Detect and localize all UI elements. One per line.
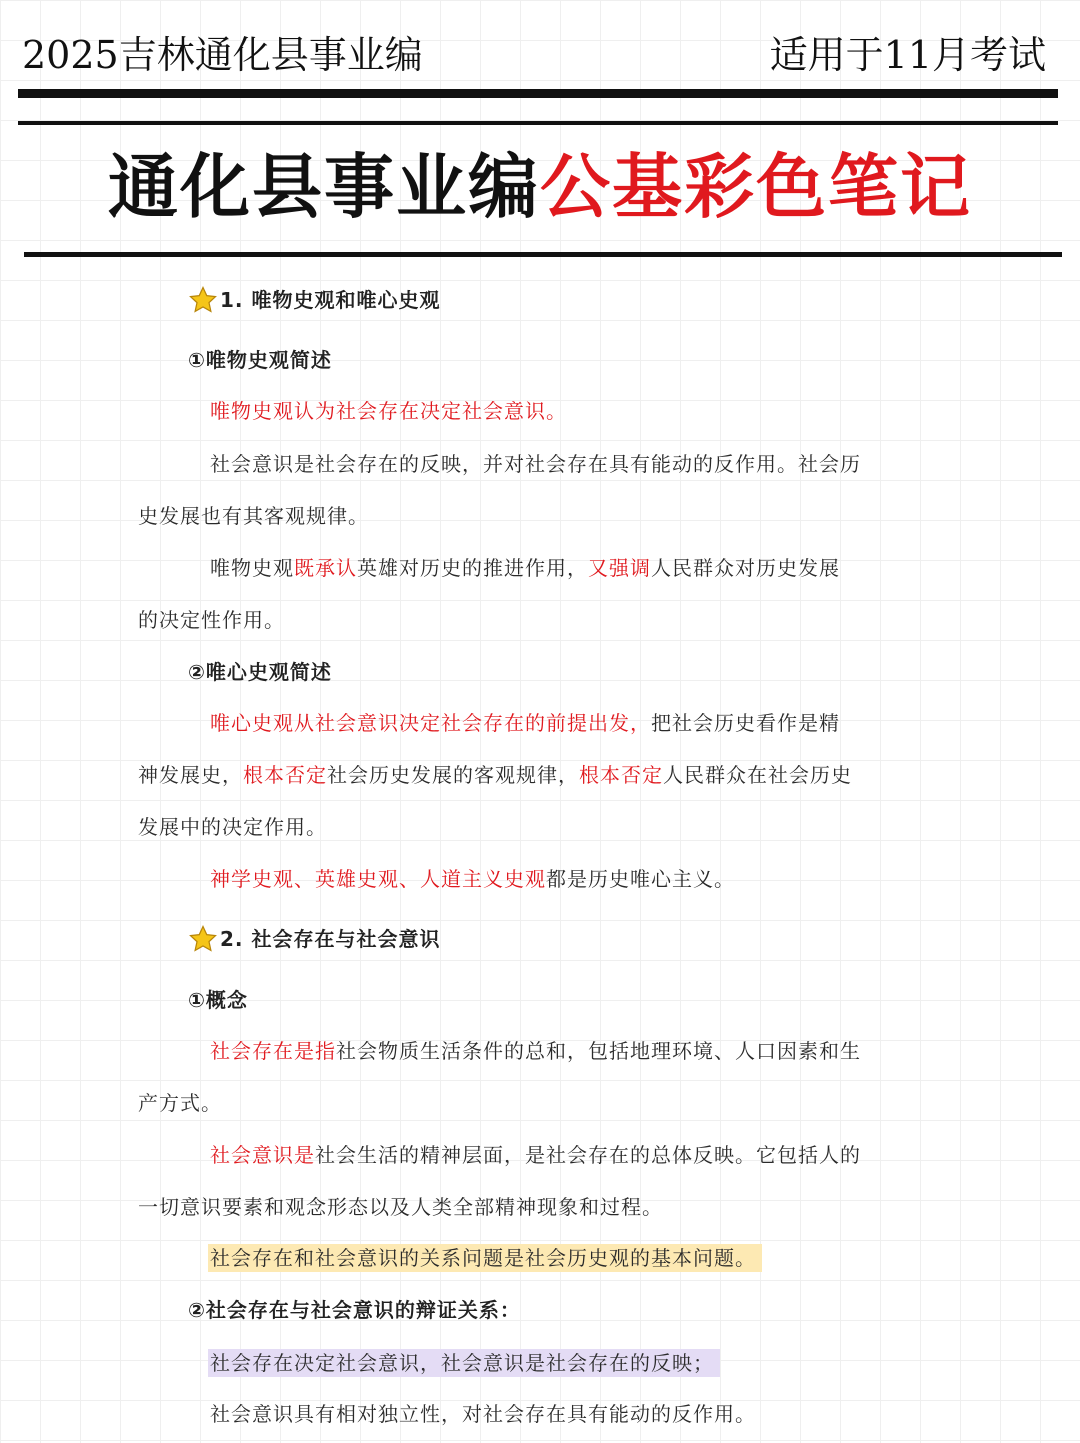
text-span-red: 社会存在是指 <box>210 1039 336 1063</box>
section-1-p1: 唯物史观认为社会存在决定社会意识。 <box>210 399 567 423</box>
star-icon <box>188 924 218 954</box>
section-1-heading-text: 1. 唯物史观和唯心史观 <box>220 288 441 312</box>
section-2-p3 <box>208 1244 762 1272</box>
text-span-red: 神学史观、英雄史观、人道主义史观 <box>210 867 546 891</box>
text-span-red: 根本否定 <box>579 763 663 787</box>
text-span: 唯物史观 <box>210 556 294 580</box>
text-span: 社会生活的精神层面，是社会存在的总体反映。它包括人的 <box>315 1143 861 1167</box>
title-red-part: 公基彩色笔记 <box>540 145 972 228</box>
section-1-p4-line2 <box>138 761 852 789</box>
text-span: 英雄对历史的推进作用， <box>357 556 588 580</box>
section-2-p5: 社会意识具有相对独立性，对社会存在具有能动的反作用。 <box>210 1402 756 1426</box>
header-right-note: 适用于11月考试 <box>769 33 1046 77</box>
text-span-red: 又强调 <box>588 556 651 580</box>
section-2-p1-line2: 产方式。 <box>138 1091 222 1115</box>
section-1-p5 <box>210 865 735 893</box>
divider-bottom <box>24 252 1062 257</box>
section-1-sub2: ②唯心史观简述 <box>188 660 332 684</box>
highlight-yellow: 社会存在和社会意识的关系问题是社会历史观的基本问题。 <box>208 1244 762 1272</box>
title-black-part: 通化县事业编 <box>108 145 540 228</box>
section-1-p3-line1 <box>210 554 840 582</box>
text-span-red: 社会意识是 <box>210 1143 315 1167</box>
section-2-p4 <box>208 1349 720 1377</box>
section-1-p3-line2: 的决定性作用。 <box>138 608 285 632</box>
text-span: 社会历史发展的客观规律， <box>327 763 579 787</box>
section-1-sub1: ①唯物史观简述 <box>188 348 332 372</box>
star-icon <box>188 285 218 315</box>
divider-thin <box>18 121 1058 125</box>
text-span: 把社会历史看作是精 <box>651 711 840 735</box>
section-2-p1-line1 <box>210 1037 861 1065</box>
text-span: 人民群众对历史发展 <box>651 556 840 580</box>
divider-thick <box>18 89 1058 98</box>
text-span-red: 唯心史观从社会意识决定社会存在的前提出发， <box>210 711 651 735</box>
section-2-heading <box>188 925 440 956</box>
section-1-p2-line1: 社会意识是社会存在的反映，并对社会存在具有能动的反作用。社会历 <box>210 452 861 476</box>
section-1-heading <box>188 286 440 317</box>
section-2-p2-line1 <box>210 1141 861 1169</box>
section-1-p2-line2: 史发展也有其客观规律。 <box>138 504 369 528</box>
header-left-title: 2025吉林通化县事业编 <box>22 33 423 77</box>
text-span-red: 既承认 <box>294 556 357 580</box>
section-1-p4-line3: 发展中的决定作用。 <box>138 815 327 839</box>
text-span: 都是历史唯心主义。 <box>546 867 735 891</box>
highlight-purple: 社会存在决定社会意识，社会意识是社会存在的反映； <box>208 1349 720 1377</box>
text-span: 社会物质生活条件的总和，包括地理环境、人口因素和生 <box>336 1039 861 1063</box>
section-2-sub2: ②社会存在与社会意识的辩证关系： <box>188 1298 521 1322</box>
section-2-sub1: ①概念 <box>188 988 248 1012</box>
section-2-p2-line2: 一切意识要素和观念形态以及人类全部精神现象和过程。 <box>138 1195 663 1219</box>
text-span-red: 根本否定 <box>243 763 327 787</box>
page-title <box>0 142 1080 232</box>
section-1-p4-line1 <box>210 709 840 737</box>
section-2-heading-text: 2. 社会存在与社会意识 <box>220 927 441 951</box>
text-span: 神发展史， <box>138 763 243 787</box>
text-span: 人民群众在社会历史 <box>663 763 852 787</box>
